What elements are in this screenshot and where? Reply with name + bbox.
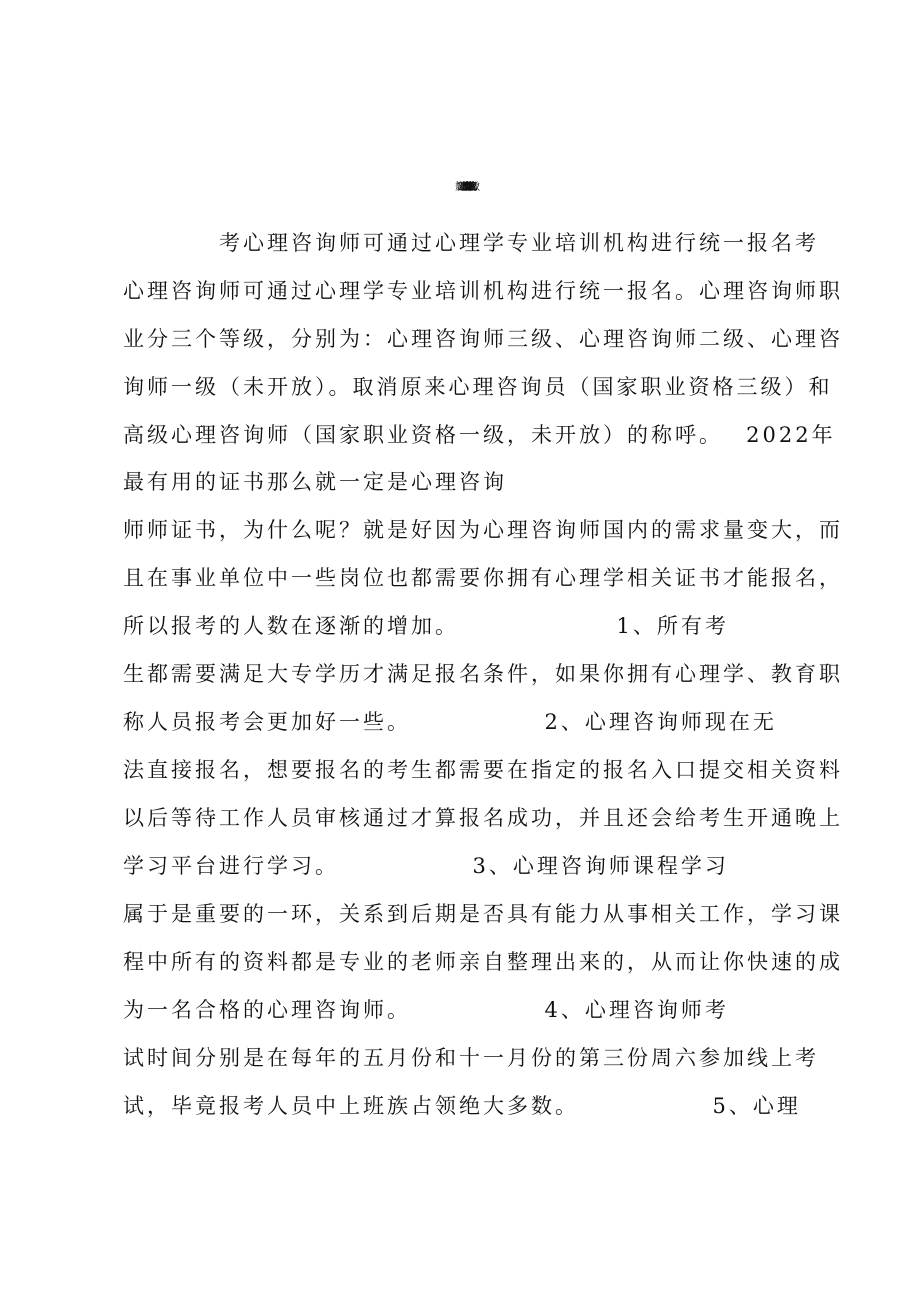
body-line: 为一名合格的心理咨询师。 4、心理咨询师考 [123,998,729,1022]
body-line: 法直接报名，想要报名的考生都需要在指定的报名入口提交相关资料 [123,758,843,782]
body-line: 询师一级（未开放）。取消原来心理咨询员（国家职业资格三级）和 [123,375,833,399]
body-line: 心理咨询师可通过心理学专业培训机构进行统一报名。心理咨询师职 [123,279,843,303]
body-line: 所以报考的人数在逐渐的增加。 1、所有考 [123,614,729,638]
body-line: 高级心理咨询师（国家职业资格一级，未开放）的称呼。 2022年 [123,423,836,447]
body-line: 且在事业单位中一些岗位也都需要你拥有心理学相关证书才能报名， [123,566,843,590]
body-line: 业分三个等级，分别为：心理咨询师三级、心理咨询师二级、心理咨 [123,327,843,351]
document-title [0,174,920,202]
body-line: 生都需要满足大专学历才满足报名条件，如果你拥有心理学、教育职 [123,662,843,686]
body-line: 考心理咨询师可通过心理学专业培训机构进行统一报名考 [219,231,819,255]
body-line: 最有用的证书那么就一定是心理咨询 [123,470,507,494]
body-line: 试，毕竟报考人员中上班族占领绝大多数。 5、心理 [123,1094,801,1118]
body-line: 师师证书，为什么呢？就是好因为心理咨询师国内的需求量变大，而 [123,518,843,542]
body-line: 称人员报考会更加好一些。 2、心理咨询师现在无 [123,710,777,734]
body-line: 属于是重要的一环，关系到后期是否具有能力从事相关工作，学习课 [123,902,843,926]
body-line: 试时间分别是在每年的五月份和十一月份的第三份周六参加线上考 [123,1046,819,1070]
body-line: 学习平台进行学习。 3、心理咨询师课程学习 [123,854,729,878]
body-line: 以后等待工作人员审核通过才算报名成功，并且还会给考生开通晚上 [123,806,843,830]
body-line: 程中所有的资料都是专业的老师亲自整理出来的，从而让你快速的成 [123,950,843,974]
